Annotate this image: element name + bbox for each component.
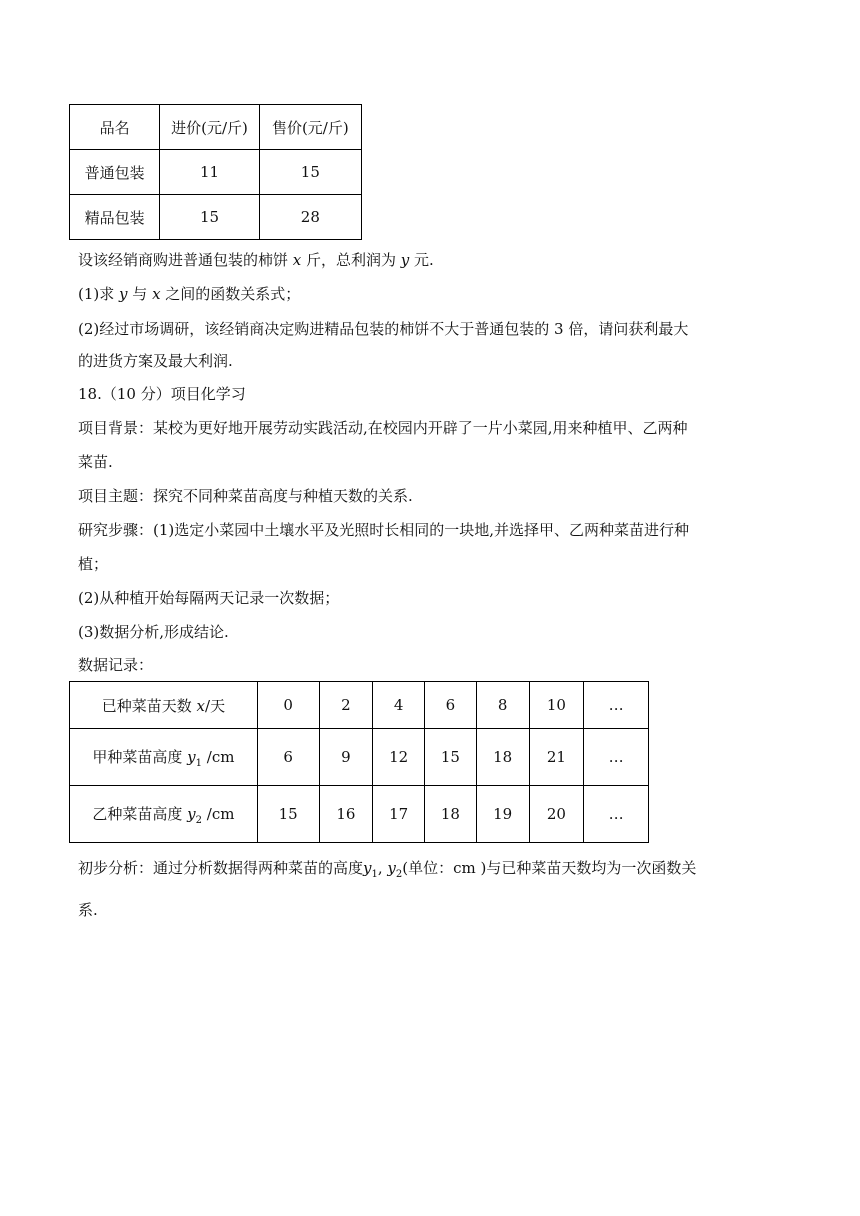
- price-table: [69, 104, 362, 240]
- table-cell: 10: [529, 682, 584, 729]
- background-line-2: 菜苗.: [78, 453, 113, 471]
- table-cell: …: [584, 729, 649, 786]
- text-span: 已种菜苗天数: [101, 696, 197, 715]
- text-span: /cm: [202, 747, 235, 766]
- table-cell: 11: [160, 150, 259, 195]
- table-cell: 2: [319, 682, 373, 729]
- analysis-line-2: 系.: [78, 901, 98, 919]
- table-cell: 17: [373, 786, 425, 843]
- table-cell: 19: [476, 786, 529, 843]
- question-1: [78, 284, 300, 304]
- data-table: [69, 681, 649, 843]
- var-y: y: [119, 285, 128, 303]
- text-span: 斤，总利润为: [301, 251, 401, 269]
- table-cell: …: [584, 682, 649, 729]
- var-x: x: [292, 251, 302, 269]
- table-cell: 15: [257, 786, 319, 843]
- text-span: /cm: [202, 804, 235, 823]
- table-row: [70, 195, 362, 240]
- table-cell: 精品包装: [70, 195, 160, 240]
- table-cell: 9: [319, 729, 373, 786]
- table-cell: 6: [425, 682, 477, 729]
- data-record-label: 数据记录：: [78, 656, 154, 674]
- table-cell: 15: [425, 729, 477, 786]
- subscript: 1: [195, 757, 203, 769]
- header-product-name: 品名: [70, 105, 160, 150]
- table-row: [70, 729, 649, 786]
- row-label-yi-height: [70, 786, 258, 843]
- var-x: x: [196, 696, 206, 715]
- step-2: (2)从种植开始每隔两天记录一次数据；: [78, 589, 340, 607]
- table-cell: …: [584, 786, 649, 843]
- text-span: 设该经销商购进普通包装的柿饼: [78, 251, 293, 269]
- table-cell: 15: [160, 195, 259, 240]
- header-purchase-price: 进价(元/斤): [160, 105, 259, 150]
- table-cell: 6: [257, 729, 319, 786]
- question-2-line-1: (2)经过市场调研，该经销商决定购进精品包装的柿饼不大于普通包装的 3 倍，请问获利最大: [78, 320, 689, 338]
- row-label-days: [70, 682, 258, 729]
- table-cell: 0: [257, 682, 319, 729]
- problem-18-title: 18.（10 分）项目化学习: [78, 385, 246, 403]
- text-span: 乙种菜苗高度: [92, 804, 188, 823]
- var-y: y: [400, 251, 410, 269]
- table-cell: 21: [529, 729, 584, 786]
- setup-text: [78, 250, 434, 270]
- table-cell: 4: [373, 682, 425, 729]
- table-cell: 18: [425, 786, 477, 843]
- table-cell: 普通包装: [70, 150, 160, 195]
- text-span: 甲种菜苗高度: [92, 747, 188, 766]
- text-span: ,: [377, 859, 388, 877]
- table-row: [70, 150, 362, 195]
- background-line-1: 项目背景：某校为更好地开展劳动实践活动,在校园内开辟了一片小菜园,用来种植甲、乙两种: [78, 419, 688, 437]
- text-span: 之间的函数关系式；: [160, 285, 301, 303]
- table-cell: 28: [259, 195, 361, 240]
- var-y: y: [187, 804, 196, 823]
- var-x: x: [152, 285, 161, 303]
- var-y2: y: [387, 859, 396, 877]
- table-row: [70, 682, 649, 729]
- table-cell: 15: [259, 150, 361, 195]
- table-cell: 8: [476, 682, 529, 729]
- table-cell: 20: [529, 786, 584, 843]
- text-span: (1)求: [78, 285, 120, 303]
- text-span: 与: [127, 285, 153, 303]
- table-row: [70, 786, 649, 843]
- subscript: 1: [371, 869, 378, 880]
- header-sale-price: 售价(元/斤): [259, 105, 361, 150]
- row-label-jia-height: [70, 729, 258, 786]
- table-cell: 16: [319, 786, 373, 843]
- table-cell: 18: [476, 729, 529, 786]
- text-span: (单位：cm )与已种菜苗天数均为一次函数关: [402, 859, 697, 877]
- var-y: y: [187, 747, 196, 766]
- text-span: /天: [205, 696, 226, 715]
- var-y1: y: [363, 859, 372, 877]
- text-span: 初步分析：通过分析数据得两种菜苗的高度: [78, 859, 364, 877]
- analysis-line-1: [78, 858, 696, 885]
- subscript: 2: [195, 814, 203, 826]
- subscript: 2: [395, 869, 403, 880]
- table-header-row: [70, 105, 362, 150]
- theme-text: 项目主题：探究不同种菜苗高度与种植天数的关系.: [78, 487, 413, 505]
- question-2-line-2: 的进货方案及最大利润.: [78, 352, 233, 370]
- steps-line-1: 研究步骤：(1)选定小菜园中土壤水平及光照时长相同的一块地,并选择甲、乙两种菜苗进行种: [78, 521, 690, 539]
- steps-line-2: 植；: [78, 555, 109, 573]
- table-cell: 12: [373, 729, 425, 786]
- text-span: 元.: [409, 251, 434, 269]
- step-3: (3)数据分析,形成结论.: [78, 623, 229, 641]
